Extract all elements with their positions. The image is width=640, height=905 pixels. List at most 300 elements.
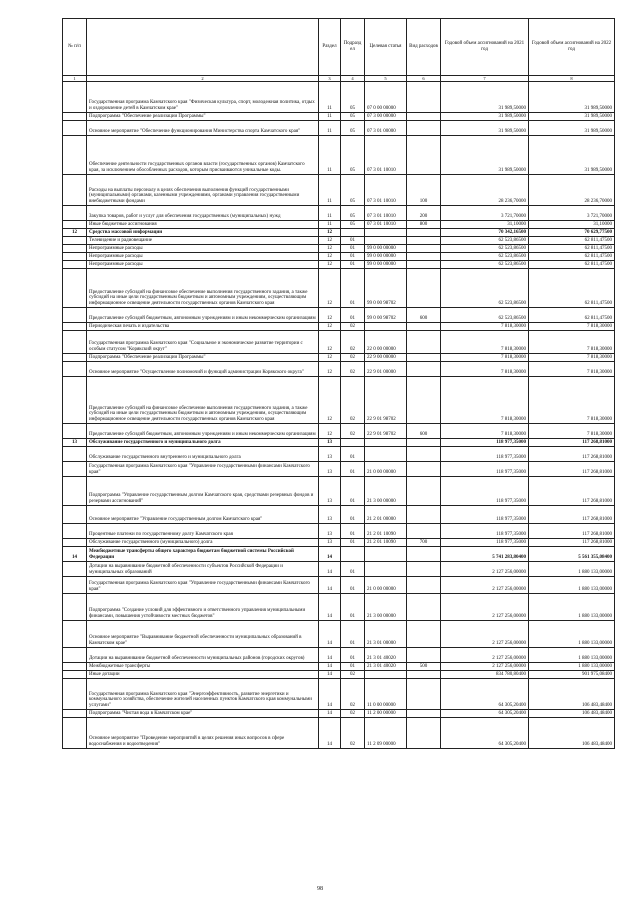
row-target-article: 99 0 00 00000: [365, 245, 407, 253]
row-target-article: 99 0 00 98702: [365, 269, 407, 308]
row-razdel: 14: [319, 679, 341, 710]
row-podrazdel: 05: [341, 121, 365, 136]
row-razdel: 12: [319, 229, 341, 237]
table-row: [63, 577, 615, 594]
row-target-article: 21 2 01 10090: [365, 524, 407, 539]
row-expense-type: 600: [407, 424, 441, 439]
row-amount-2021: 31 989,50000: [441, 136, 529, 175]
header-expense-type: Вид расходов: [407, 19, 441, 76]
row-expense-type: [407, 547, 441, 562]
row-amount-2022: 62 811,47500: [529, 237, 615, 245]
row-amount-2022: 31 989,50000: [529, 136, 615, 175]
table-row: [63, 377, 615, 424]
row-amount-2022: 117 268,81000: [529, 506, 615, 524]
row-target-article: 21 3 01 00000: [365, 621, 407, 648]
row-podrazdel: [341, 439, 365, 447]
row-amount-2021: 31 989,50000: [441, 113, 529, 121]
column-number: 4: [341, 76, 365, 82]
row-number: [63, 121, 87, 136]
row-name: Основное мероприятие "Проведение мероприятий в целях решения иных вопросов в сфере водоснабжения и водоотведения": [87, 718, 319, 749]
row-amount-2021: 62 523,86500: [441, 245, 529, 253]
table-row: [63, 261, 615, 269]
row-number: [63, 221, 87, 229]
row-expense-type: [407, 362, 441, 377]
row-podrazdel: 05: [341, 136, 365, 175]
row-target-article: 21 3 01 40020: [365, 648, 407, 663]
row-name: Государственная программа Камчатского края "Управление государственными финансами Камчатского края": [87, 577, 319, 594]
row-amount-2021: 2 127 256,00000: [441, 562, 529, 577]
row-amount-2022: 7 818,30000: [529, 377, 615, 424]
row-amount-2021: 118 977,35000: [441, 439, 529, 447]
row-name: Средства массовой информации: [87, 229, 319, 237]
row-podrazdel: 02: [341, 377, 365, 424]
row-expense-type: [407, 718, 441, 749]
row-name: Основное мероприятие "Управление государственным долгом Камчатского края": [87, 506, 319, 524]
row-expense-type: [407, 261, 441, 269]
row-razdel: 11: [319, 136, 341, 175]
row-amount-2021: 2 127 256,00000: [441, 577, 529, 594]
table-row: [63, 679, 615, 710]
row-podrazdel: 01: [341, 447, 365, 462]
row-amount-2021: 5 741 283,80400: [441, 547, 529, 562]
row-number: [63, 308, 87, 323]
row-expense-type: [407, 237, 441, 245]
row-razdel: 14: [319, 577, 341, 594]
row-number: [63, 648, 87, 663]
row-name: Государственная программа Камчатского края "Энергоэффективность, развитие энергетики и коммунального хозяйства, обеспечение жителей населенных пунктов Камчатского края коммунальными услугами": [87, 679, 319, 710]
row-podrazdel: 01: [341, 261, 365, 269]
table-row: [63, 113, 615, 121]
row-podrazdel: 02: [341, 362, 365, 377]
row-podrazdel: [341, 229, 365, 237]
row-amount-2022: 3 721,70000: [529, 206, 615, 221]
header-year-2022: Годовой объем ассигнований на 2022 год: [529, 19, 615, 76]
row-podrazdel: 02: [341, 424, 365, 439]
row-amount-2021: 834 780,80400: [441, 671, 529, 679]
row-number: [63, 253, 87, 261]
row-amount-2021: 118 977,35000: [441, 539, 529, 547]
row-amount-2022: 1 880 133,00000: [529, 663, 615, 671]
row-name: Дотации на выравнивание бюджетной обеспеченности муниципальных районов (городских округов): [87, 648, 319, 663]
row-target-article: 07 3 01 10010: [365, 175, 407, 206]
row-expense-type: [407, 621, 441, 648]
row-target-article: 22 9 00 00000: [365, 354, 407, 362]
row-razdel: 11: [319, 113, 341, 121]
row-podrazdel: 02: [341, 671, 365, 679]
row-razdel: 13: [319, 539, 341, 547]
row-name: Подпрограмма "Создание условий для эффективного и ответственного управления муниципальными финансами, повышения устойчивости местных бюджетов": [87, 594, 319, 621]
header-year-2021: Годовой объем ассигнований на 2021 год: [441, 19, 529, 76]
row-target-article: 07 0 00 00000: [365, 82, 407, 113]
row-razdel: 13: [319, 506, 341, 524]
row-podrazdel: 01: [341, 245, 365, 253]
row-name: Государственная программа Камчатского края "Физическая культура, спорт, молодежная политика, отдых и оздоровление детей в Камчатском крае": [87, 82, 319, 113]
table-row: [63, 362, 615, 377]
row-amount-2022: 106 483,48400: [529, 679, 615, 710]
row-amount-2022: 62 811,47500: [529, 253, 615, 261]
table-row: [63, 547, 615, 562]
row-expense-type: [407, 447, 441, 462]
row-razdel: 12: [319, 424, 341, 439]
row-expense-type: [407, 477, 441, 506]
row-podrazdel: 02: [341, 679, 365, 710]
row-amount-2022: 7 818,30000: [529, 424, 615, 439]
table-row: [63, 308, 615, 323]
row-amount-2022: 117 268,81000: [529, 539, 615, 547]
row-target-article: 07 3 01 00000: [365, 121, 407, 136]
row-name: Процентные платежи по государственному долгу Камчатского края: [87, 524, 319, 539]
row-number: [63, 331, 87, 354]
table-header-row: [63, 19, 615, 76]
row-name: Обслуживание государственного внутреннего и муниципального долга: [87, 447, 319, 462]
row-target-article: 21 2 01 10090: [365, 539, 407, 547]
row-number: [63, 377, 87, 424]
row-target-article: [365, 237, 407, 245]
table-row: [63, 237, 615, 245]
row-amount-2022: 1 880 133,00000: [529, 594, 615, 621]
row-target-article: [365, 439, 407, 447]
row-target-article: 99 0 00 98702: [365, 308, 407, 323]
row-podrazdel: 01: [341, 462, 365, 477]
row-target-article: [365, 547, 407, 562]
row-amount-2021: 62 523,86500: [441, 261, 529, 269]
row-podrazdel: 05: [341, 175, 365, 206]
row-amount-2021: 2 127 256,00000: [441, 594, 529, 621]
row-name: Подпрограмма "Обеспечение реализации Программы": [87, 113, 319, 121]
row-expense-type: [407, 377, 441, 424]
table-row: [63, 82, 615, 113]
document-sheet: [62, 18, 614, 749]
row-name: Обслуживание государственного (муниципального) долга: [87, 539, 319, 547]
row-name: Основное мероприятие "Обеспечение функционирования Министерства спорта Камчатского края": [87, 121, 319, 136]
row-target-article: [365, 447, 407, 462]
row-razdel: 12: [319, 377, 341, 424]
table-row: [63, 253, 615, 261]
row-razdel: 12: [319, 331, 341, 354]
row-number: [63, 269, 87, 308]
table-row: [63, 136, 615, 175]
row-amount-2022: 117 268,81000: [529, 477, 615, 506]
row-number: [63, 462, 87, 477]
row-expense-type: [407, 245, 441, 253]
row-number: 13: [63, 439, 87, 447]
table-row: [63, 323, 615, 331]
row-amount-2021: 7 818,30000: [441, 354, 529, 362]
row-amount-2022: 117 268,81000: [529, 462, 615, 477]
row-number: [63, 594, 87, 621]
row-amount-2021: 31 989,50000: [441, 82, 529, 113]
row-name: Обеспечение деятельности государственных органов власти (государственных органов) Камчатского края, за исключением обособленных расходов, которым присваиваются уникальные коды.: [87, 136, 319, 175]
header-target-article: Целевая статья: [365, 19, 407, 76]
table-row: [63, 121, 615, 136]
row-podrazdel: 05: [341, 113, 365, 121]
table-row: [63, 671, 615, 679]
row-amount-2022: 5 561 355,08400: [529, 547, 615, 562]
row-podrazdel: 02: [341, 323, 365, 331]
row-number: [63, 261, 87, 269]
row-razdel: 13: [319, 477, 341, 506]
row-number: [63, 671, 87, 679]
row-podrazdel: 05: [341, 221, 365, 229]
table-body: [63, 82, 615, 749]
row-podrazdel: 01: [341, 562, 365, 577]
row-amount-2021: 2 127 256,00000: [441, 663, 529, 671]
row-razdel: 11: [319, 175, 341, 206]
row-expense-type: [407, 113, 441, 121]
row-amount-2022: 1 880 133,00000: [529, 577, 615, 594]
table-row: [63, 594, 615, 621]
column-number: 6: [407, 76, 441, 82]
row-expense-type: [407, 323, 441, 331]
row-target-article: [365, 562, 407, 577]
row-amount-2021: 31,10000: [441, 221, 529, 229]
row-amount-2021: 2 127 256,00000: [441, 621, 529, 648]
row-expense-type: [407, 577, 441, 594]
row-target-article: 99 0 00 00000: [365, 261, 407, 269]
row-name: Закупка товаров, работ и услуг для обеспечения государственных (муниципальных) нужд: [87, 206, 319, 221]
row-target-article: 21 0 00 00000: [365, 462, 407, 477]
table-row: [63, 439, 615, 447]
table-row: [63, 710, 615, 718]
row-podrazdel: 01: [341, 506, 365, 524]
table-row: [63, 539, 615, 547]
row-target-article: 21 3 00 00000: [365, 477, 407, 506]
row-amount-2021: 7 818,30000: [441, 331, 529, 354]
row-amount-2022: 7 818,30000: [529, 323, 615, 331]
column-number: 1: [63, 76, 87, 82]
row-amount-2021: 118 977,35000: [441, 447, 529, 462]
row-razdel: 12: [319, 253, 341, 261]
row-number: [63, 237, 87, 245]
row-number: [63, 562, 87, 577]
row-expense-type: [407, 671, 441, 679]
row-podrazdel: 01: [341, 539, 365, 547]
row-amount-2022: 117 268,81000: [529, 439, 615, 447]
row-razdel: 12: [319, 354, 341, 362]
row-name: Предоставление субсидий на финансовое обеспечение выполнения государственного задания, а также субсидий на иные цели государственным бюджетным и автономным учреждениям, осуществляющим информационное освещение деятельности государственных органов Камчатского края: [87, 377, 319, 424]
row-amount-2022: 31 989,50000: [529, 82, 615, 113]
row-amount-2022: 901 975,08400: [529, 671, 615, 679]
row-target-article: 07 3 00 00000: [365, 113, 407, 121]
row-name: Иные бюджетные ассигнования: [87, 221, 319, 229]
row-expense-type: [407, 710, 441, 718]
row-expense-type: [407, 679, 441, 710]
row-amount-2021: 7 818,30000: [441, 362, 529, 377]
row-razdel: 14: [319, 710, 341, 718]
row-amount-2022: 62 811,47500: [529, 245, 615, 253]
table-row: [63, 331, 615, 354]
row-number: 12: [63, 229, 87, 237]
row-target-article: 22 9 01 00000: [365, 362, 407, 377]
row-amount-2021: 7 818,30000: [441, 323, 529, 331]
row-number: [63, 175, 87, 206]
row-podrazdel: 02: [341, 331, 365, 354]
row-amount-2022: 117 268,81000: [529, 524, 615, 539]
row-name: Государственная программа Камчатского края "Управление государственными финансами Камчатского края": [87, 462, 319, 477]
row-razdel: 12: [319, 323, 341, 331]
row-podrazdel: 01: [341, 648, 365, 663]
row-number: [63, 82, 87, 113]
row-amount-2022: 28 236,70000: [529, 175, 615, 206]
row-podrazdel: 01: [341, 308, 365, 323]
column-number: 7: [441, 76, 529, 82]
row-number: [63, 447, 87, 462]
column-number: 2: [87, 76, 319, 82]
row-target-article: 11 0 00 00000: [365, 679, 407, 710]
row-expense-type: [407, 82, 441, 113]
row-razdel: 12: [319, 269, 341, 308]
row-number: [63, 206, 87, 221]
row-target-article: 21 0 00 00000: [365, 577, 407, 594]
row-number: [63, 506, 87, 524]
row-expense-type: [407, 121, 441, 136]
row-expense-type: 200: [407, 206, 441, 221]
row-amount-2021: 64 305,20400: [441, 679, 529, 710]
row-number: [63, 710, 87, 718]
row-name: Иные дотации: [87, 671, 319, 679]
row-amount-2021: 118 977,35000: [441, 524, 529, 539]
page-number: 98: [317, 886, 323, 892]
row-target-article: [365, 323, 407, 331]
row-expense-type: [407, 524, 441, 539]
row-target-article: 22 9 01 98702: [365, 424, 407, 439]
row-razdel: 12: [319, 308, 341, 323]
row-amount-2021: 62 523,86500: [441, 253, 529, 261]
row-amount-2021: 118 977,35000: [441, 477, 529, 506]
row-target-article: 21 2 01 00000: [365, 506, 407, 524]
row-number: [63, 539, 87, 547]
row-amount-2021: 62 523,86500: [441, 308, 529, 323]
row-number: [63, 477, 87, 506]
row-razdel: 11: [319, 221, 341, 229]
row-name: Предоставление субсидий бюджетным, автономным учреждениям и иным некоммерческим организациям: [87, 424, 319, 439]
row-amount-2021: 62 523,86500: [441, 237, 529, 245]
table-row: [63, 562, 615, 577]
table-row: [63, 221, 615, 229]
row-amount-2021: 62 523,86500: [441, 269, 529, 308]
row-amount-2022: 106 483,48400: [529, 718, 615, 749]
table-row: [63, 354, 615, 362]
row-target-article: 21 3 00 00000: [365, 594, 407, 621]
column-number: 5: [365, 76, 407, 82]
row-razdel: 11: [319, 121, 341, 136]
row-expense-type: [407, 506, 441, 524]
row-expense-type: [407, 354, 441, 362]
row-target-article: 11 2 00 00000: [365, 710, 407, 718]
row-razdel: 14: [319, 671, 341, 679]
row-target-article: [365, 671, 407, 679]
table-row: [63, 524, 615, 539]
table-row: [63, 424, 615, 439]
row-name: Непрограммные расходы: [87, 261, 319, 269]
row-podrazdel: 01: [341, 663, 365, 671]
row-podrazdel: 01: [341, 477, 365, 506]
row-expense-type: 800: [407, 221, 441, 229]
row-amount-2021: 118 977,35000: [441, 462, 529, 477]
row-razdel: 14: [319, 594, 341, 621]
table-row: [63, 229, 615, 237]
row-name: Непрограммные расходы: [87, 245, 319, 253]
row-amount-2022: 62 811,47500: [529, 269, 615, 308]
row-podrazdel: 02: [341, 710, 365, 718]
table-row: [63, 447, 615, 462]
row-expense-type: [407, 331, 441, 354]
row-amount-2022: 1 880 133,00000: [529, 562, 615, 577]
row-name: Расходы на выплаты персоналу в целях обеспечения выполнения функций государственными (муниципальными) органами, казенными учреждениями, органами управления государственными внебюджетными фондами: [87, 175, 319, 206]
column-number: 8: [529, 76, 615, 82]
row-podrazdel: 01: [341, 269, 365, 308]
row-name: Основное мероприятие "Осуществление полномочий и функций администрации Корякского округа": [87, 362, 319, 377]
row-podrazdel: 01: [341, 524, 365, 539]
row-name: Предоставление субсидий на финансовое обеспечение выполнения государственного задания, а также субсидий на иные цели государственным бюджетным и автономным учреждениям, осуществляющим информационное освещение деятельности государственных органов Камчатского края: [87, 269, 319, 308]
table-row: [63, 462, 615, 477]
row-amount-2022: 1 880 133,00000: [529, 648, 615, 663]
row-name: Периодическая печать и издательства: [87, 323, 319, 331]
row-expense-type: [407, 269, 441, 308]
table-row: [63, 506, 615, 524]
row-number: [63, 621, 87, 648]
row-razdel: 13: [319, 447, 341, 462]
row-razdel: 12: [319, 245, 341, 253]
budget-table: [62, 18, 615, 749]
row-expense-type: 100: [407, 175, 441, 206]
table-row: [63, 648, 615, 663]
row-razdel: 13: [319, 524, 341, 539]
row-podrazdel: 02: [341, 718, 365, 749]
row-amount-2022: 7 818,30000: [529, 331, 615, 354]
table-row: [63, 175, 615, 206]
row-expense-type: [407, 253, 441, 261]
row-name: Непрограммные расходы: [87, 253, 319, 261]
row-razdel: 13: [319, 462, 341, 477]
row-amount-2022: 31 989,50000: [529, 113, 615, 121]
row-number: [63, 362, 87, 377]
table-row: [63, 621, 615, 648]
row-number: [63, 663, 87, 671]
table-row: [63, 718, 615, 749]
row-target-article: 21 3 01 40020: [365, 663, 407, 671]
row-amount-2022: 7 818,30000: [529, 362, 615, 377]
row-razdel: 14: [319, 718, 341, 749]
row-target-article: 22 0 00 00000: [365, 331, 407, 354]
row-podrazdel: 02: [341, 354, 365, 362]
row-target-article: 07 3 01 10010: [365, 221, 407, 229]
row-name: Подпрограмма "Чистая вода в Камчатском крае": [87, 710, 319, 718]
header-num: № п/п: [63, 19, 87, 76]
row-amount-2021: 70 342,16500: [441, 229, 529, 237]
row-amount-2021: 118 977,35000: [441, 506, 529, 524]
row-target-article: 22 9 01 98702: [365, 377, 407, 424]
row-name: Межбюджетные трансферты: [87, 663, 319, 671]
row-number: 14: [63, 547, 87, 562]
row-amount-2022: 70 629,77500: [529, 229, 615, 237]
row-name: Межбюджетные трансферты общего характера бюджетам бюджетной системы Российской Федерации: [87, 547, 319, 562]
row-razdel: 11: [319, 82, 341, 113]
row-number: [63, 577, 87, 594]
row-name: Подпрограмма "Управление государственным долгом Камчатского края, средствами резервных фондов и резервами ассигнований": [87, 477, 319, 506]
row-number: [63, 323, 87, 331]
table-row: [63, 269, 615, 308]
row-razdel: 14: [319, 621, 341, 648]
column-number: 3: [319, 76, 341, 82]
row-target-article: 07 3 01 10010: [365, 206, 407, 221]
row-razdel: 12: [319, 237, 341, 245]
row-razdel: 11: [319, 206, 341, 221]
row-expense-type: [407, 439, 441, 447]
row-target-article: 11 2 09 00000: [365, 718, 407, 749]
row-podrazdel: 01: [341, 237, 365, 245]
row-name: Обслуживание государственного и муниципального долга: [87, 439, 319, 447]
